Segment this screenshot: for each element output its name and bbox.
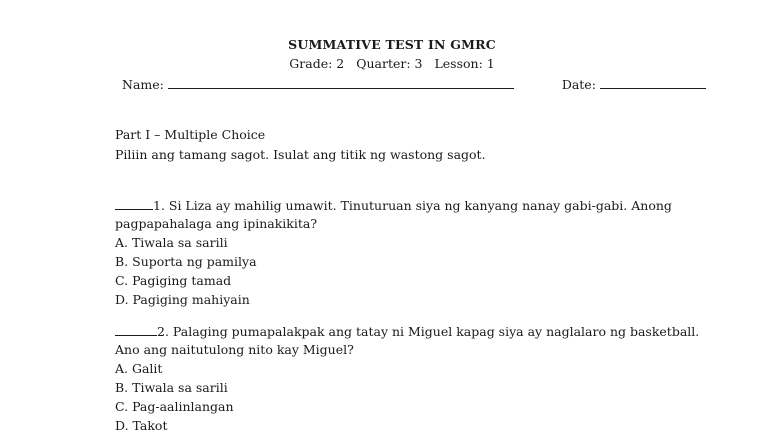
question-1-option-b: B. Suporta ng pamilya <box>115 254 257 269</box>
date-blank[interactable] <box>600 76 706 89</box>
grade-label: Grade: 2 <box>289 56 345 71</box>
question-2-text: 2. Palaging pumapalakpak ang tatay ni Miguel kapag siya ay naglalaro ng basketball. <box>157 324 700 339</box>
question-2-line-1 <box>115 323 699 339</box>
part-heading: Part I – Multiple Choice <box>115 127 266 142</box>
question-2-line-2: Ano ang naitutulong nito kay Miguel? <box>115 342 354 357</box>
date-label: Date: <box>561 77 596 92</box>
question-2-option-d: D. Takot <box>115 418 168 433</box>
part-instruction: Piliin ang tamang sagot. Isulat ang titik ng wastong sagot. <box>115 147 486 162</box>
answer-blank-1[interactable] <box>115 197 153 210</box>
question-1-option-a: A. Tiwala sa sarili <box>115 235 228 250</box>
question-2-option-c: C. Pag-aalinlangan <box>115 399 234 414</box>
answer-blank-2[interactable] <box>115 323 157 336</box>
question-1-line-2: pagpapahalaga ang ipinakikita? <box>115 216 318 231</box>
quarter-label: Quarter: 3 <box>356 56 423 71</box>
lesson-label: Lesson: 1 <box>434 56 495 71</box>
name-blank[interactable] <box>168 76 514 89</box>
name-date-line <box>122 76 706 92</box>
question-1-text: 1. Si Liza ay mahilig umawit. Tinuturuan siya ng kanyang nanay gabi-gabi. Anong <box>153 198 672 213</box>
question-2-option-a: A. Galit <box>115 361 163 376</box>
question-1-line-1 <box>115 197 672 213</box>
name-label: Name: <box>122 77 164 92</box>
question-2-option-b: B. Tiwala sa sarili <box>115 380 228 395</box>
question-1-option-d: D. Pagiging mahiyain <box>115 292 250 307</box>
question-1-option-c: C. Pagiging tamad <box>115 273 232 288</box>
test-subtitle <box>0 56 784 71</box>
test-title: SUMMATIVE TEST IN GMRC <box>288 37 496 52</box>
